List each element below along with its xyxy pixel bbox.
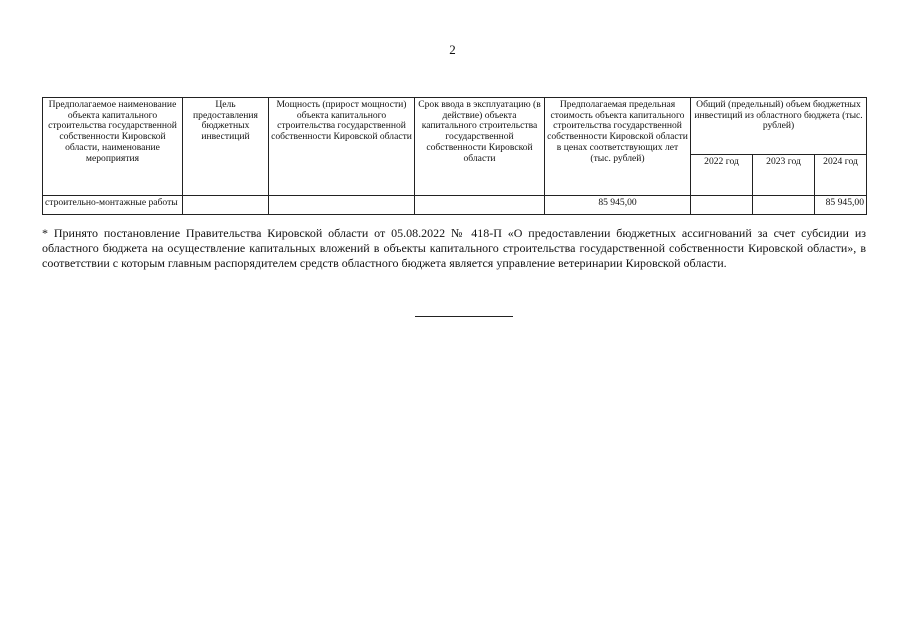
footnote: * Принято постановление Правительства Кировской области от 05.08.2022 № 418-П «О предоставлении бюджетных ассигнований за счет субсидии из областного бюджета на осуществление капитальных вложений в объекты капитального строительства государственной собственности Кировской области», в соответствии с которым главным распорядителем средств областного бюджета является управление ветеринарии Кировской области. (42, 226, 866, 270)
header-total-volume: Общий (предельный) объем бюджетных инвестиций из областного бюджета (тыс. рублей) (691, 98, 867, 155)
cell-2022 (691, 196, 753, 215)
divider-line (415, 316, 513, 317)
cell-commission-date (415, 196, 545, 215)
table-row (43, 196, 867, 215)
header-year-2022: 2022 год (691, 155, 753, 196)
header-object-name: Предполагаемое наименование объекта капитального строительства государственной собственности Кировской области, наименование мероприятия (43, 98, 183, 196)
header-year-2024: 2024 год (815, 155, 867, 196)
header-capacity: Мощность (прирост мощности) объекта капитального строительства государственной собственности Кировской области (269, 98, 415, 196)
cell-2024: 85 945,00 (815, 196, 867, 215)
cell-name: строительно-монтажные работы (43, 196, 183, 215)
budget-investment-table (42, 97, 867, 215)
cell-capacity (269, 196, 415, 215)
header-goal: Цель предоставления бюджетных инвестиций (183, 98, 269, 196)
cell-2023 (753, 196, 815, 215)
header-cost: Предполагаемая предельная стоимость объекта капитального строительства государственной собственности Кировской области в ценах соответствующих лет (тыс. рублей) (545, 98, 691, 196)
header-commission-date: Срок ввода в эксплуатацию (в действие) объекта капитального строительства государственной собственности Кировской области (415, 98, 545, 196)
cell-goal (183, 196, 269, 215)
page-number: 2 (449, 42, 456, 57)
header-year-2023: 2023 год (753, 155, 815, 196)
cell-cost: 85 945,00 (545, 196, 691, 215)
